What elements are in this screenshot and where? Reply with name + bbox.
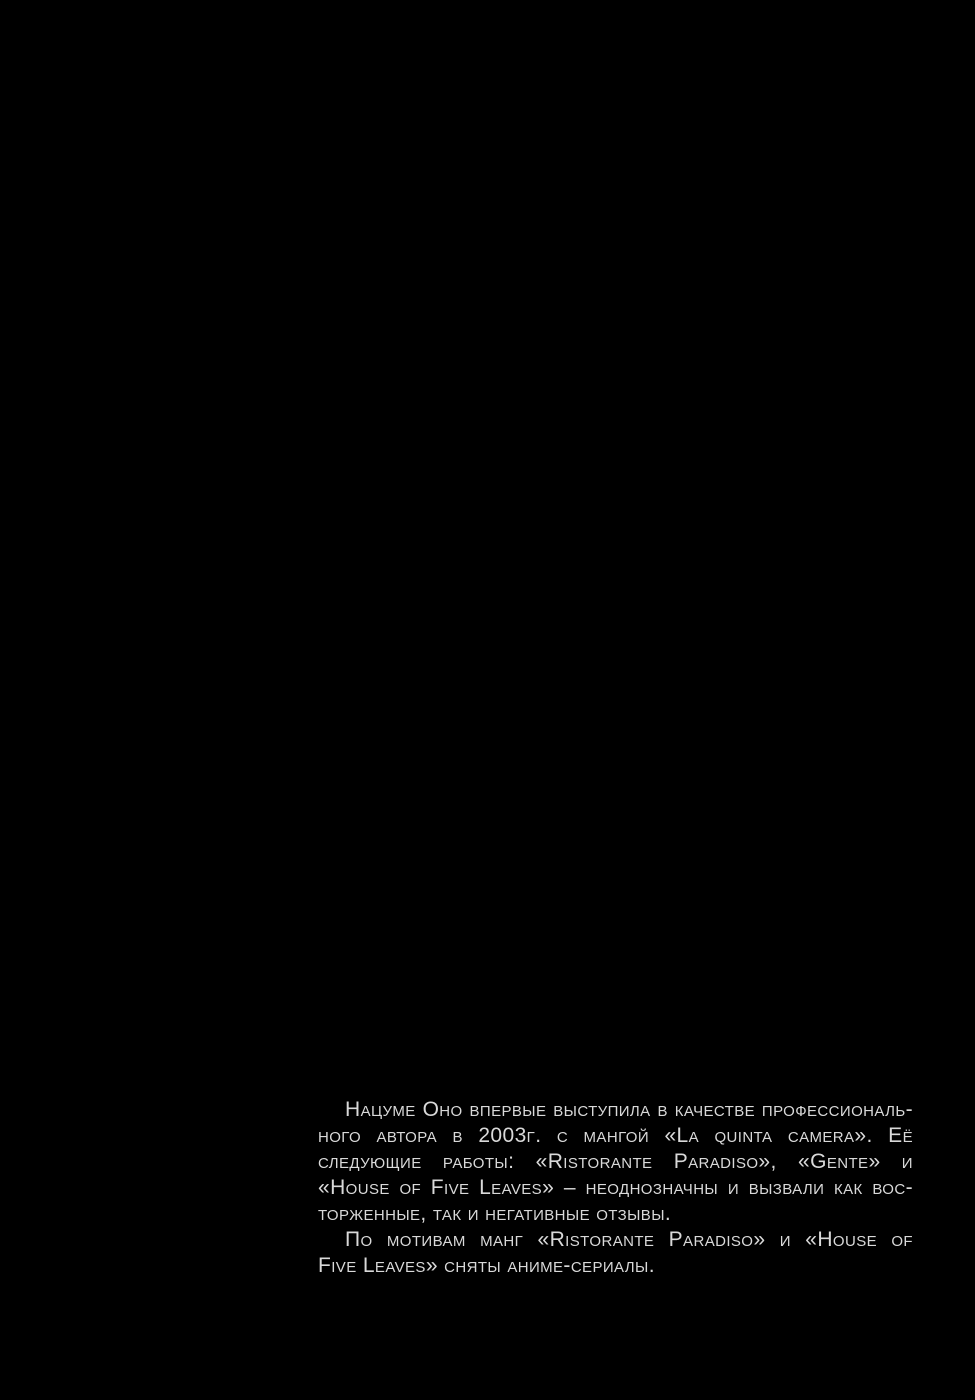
text-line: По мотивам манг «Ristorante Paradiso» и «House of [345, 1228, 913, 1251]
text-line: следующие работы: «Ristorante Paradiso», «Gente» и [318, 1150, 913, 1173]
text-line: Нацуме Оно впервые выступила в качестве профессиональ- [345, 1098, 913, 1121]
text-line: торженные, так и негативные отзывы. [318, 1202, 672, 1225]
text-line: Five Leaves» сняты аниме-сериалы. [318, 1254, 655, 1277]
about-author-note [318, 1097, 913, 1279]
text-line: «House of Five Leaves» – неоднозначны и вызвали как вос- [318, 1176, 913, 1199]
text-line: ного автора в 2003г. с мангой «La quinta camera». Её [318, 1124, 913, 1147]
